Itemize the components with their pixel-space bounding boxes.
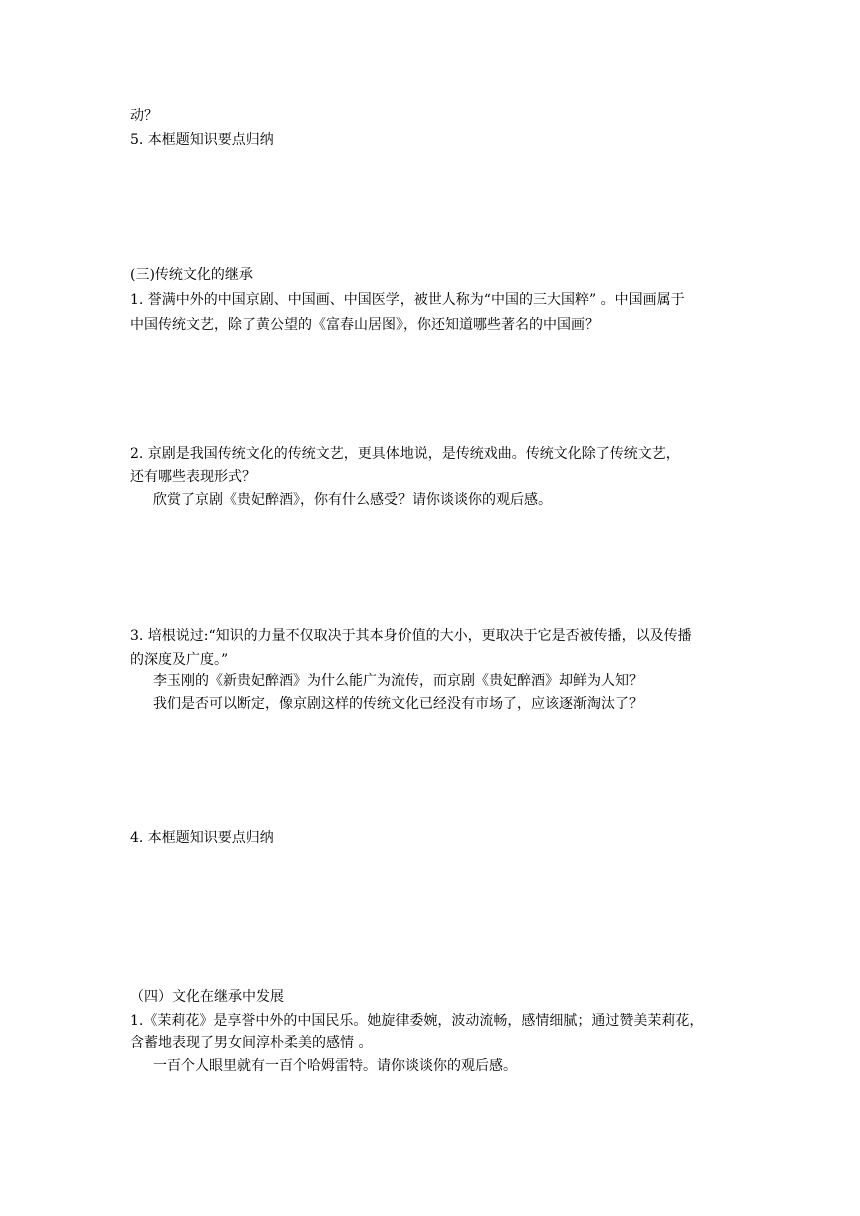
s3-q3-line2: 的深度及广度。” — [130, 652, 229, 668]
s3-q2-line2: 还有哪些表现形式？ — [130, 469, 256, 485]
s3-q1-line2: 中国传统文艺，除了黄公望的《富春山居图》，你还知道哪些著名的中国画？ — [130, 317, 599, 333]
q5-summary-prompt: 5. 本框题知识要点归纳 — [130, 132, 274, 148]
section4-heading: （四）文化在继承中发展 — [130, 989, 284, 1005]
section3-heading: (三)传统文化的继承 — [130, 267, 253, 283]
s3-q3-line4: 我们是否可以断定，像京剧这样的传统文化已经没有市场了，应该逐渐淘汰了？ — [153, 696, 643, 712]
s4-q1-line2: 含蓄地表现了男女间淳朴柔美的感情 。 — [130, 1035, 373, 1051]
s3-q3-line3: 李玉刚的《新贵妃醉酒》为什么能广为流传，而京剧《贵妃醉酒》却鲜为人知？ — [153, 673, 643, 689]
s4-q1-line1: 1.《茉莉花》是享誉中外的中国民乐。她旋律委婉，波动流畅，感情细腻；通过赞美茉莉花， — [130, 1013, 704, 1029]
continuation-text: 动？ — [130, 108, 158, 124]
s3-q2-line3: 欣赏了京剧《贵妃醉酒》，你有什么感受？请你谈谈你的观后感。 — [153, 492, 552, 508]
s3-q4-summary-prompt: 4. 本框题知识要点归纳 — [130, 830, 274, 846]
s3-q1-line1: 1. 誉满中外的中国京剧、中国画、中国医学，被世人称为“中国的三大国粹” 。中国画属于 — [130, 292, 685, 308]
s3-q2-line1: 2. 京剧是我国传统文化的传统文艺，更具体地说，是传统戏曲。传统文化除了传统文艺， — [130, 446, 680, 462]
s3-q3-line1: 3. 培根说过:“知识的力量不仅取决于其本身价值的大小，更取决于它是否被传播，以及传播 — [130, 628, 692, 644]
s4-q1-line3: 一百个人眼里就有一百个哈姆雷特。请你谈谈你的观后感。 — [153, 1058, 517, 1074]
